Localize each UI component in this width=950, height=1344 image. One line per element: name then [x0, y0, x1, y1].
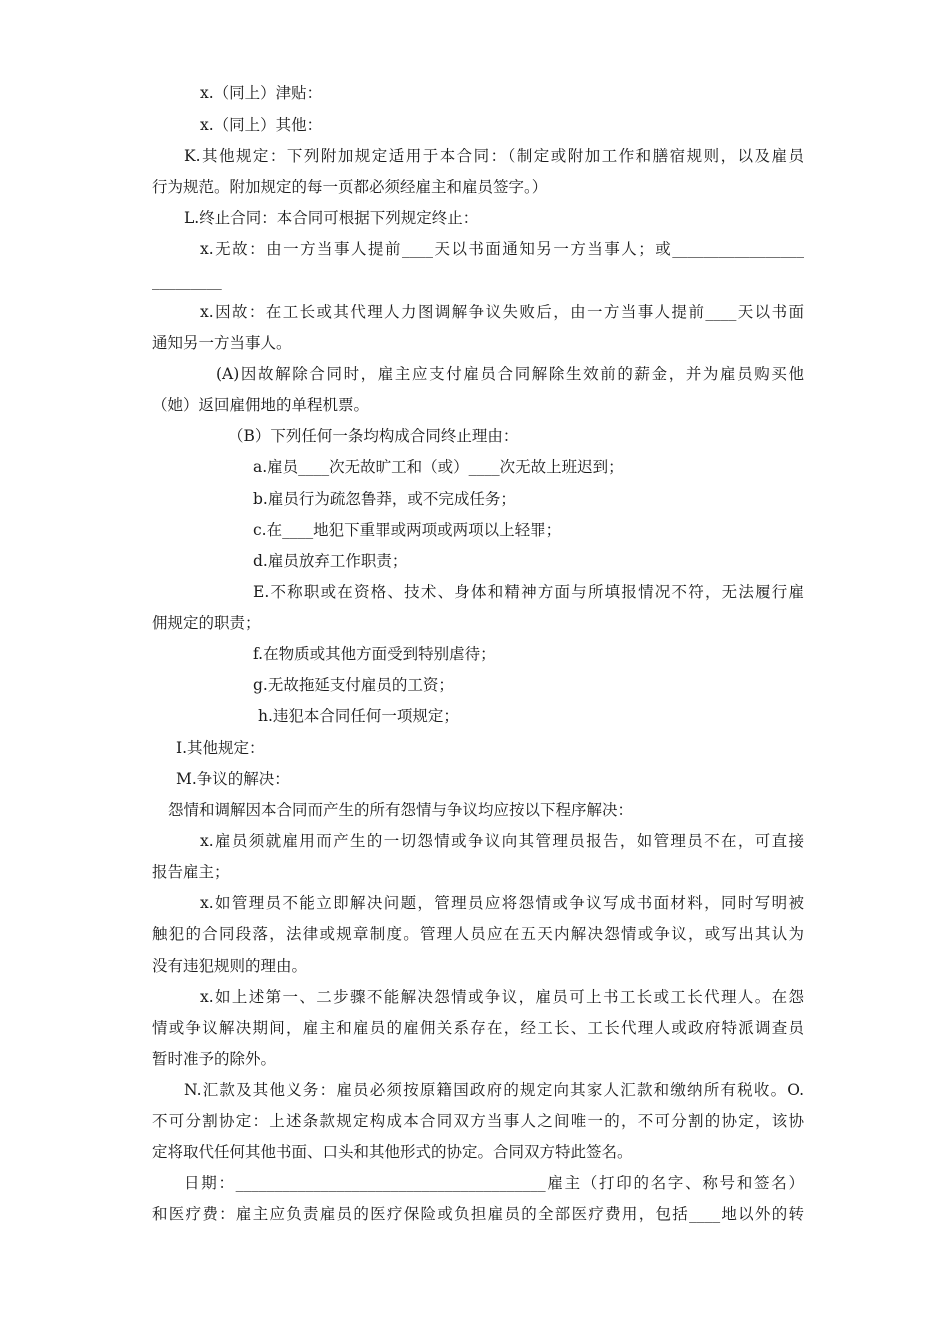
text-line: 不可分割协定：上述条款规定构成本合同双方当事人之间唯一的，不可分割的协定，该协 — [152, 1112, 804, 1130]
text-line: c.在____地犯下重罪或两项或两项以上轻罪； — [253, 521, 562, 539]
text-line: N.汇款及其他义务：雇员必须按原籍国政府的规定向其家人汇款和缴纳所有税收。O. — [184, 1081, 804, 1099]
text-line: x.（同上）津贴： — [200, 84, 323, 102]
text-line: I.其他规定： — [176, 739, 265, 757]
text-line: _________ — [152, 272, 222, 290]
text-line: b.雇员行为疏忽鲁莽，或不完成任务； — [253, 490, 516, 508]
text-line: 佣规定的职责； — [152, 614, 261, 632]
text-line: 和医疗费：雇主应负责雇员的医疗保险或负担雇员的全部医疗费用，包括____地以外的转 — [152, 1205, 804, 1223]
text-line: 定将取代任何其他书面、口头和其他形式的协定。合同双方特此签名。 — [152, 1143, 633, 1161]
text-line: 情或争议解决期间，雇主和雇员的雇佣关系存在，经工长、工长代理人或政府特派调查员 — [152, 1019, 804, 1037]
text-line: 日期：________________________________________雇主（打印的名字、称号和签名） — [184, 1174, 804, 1192]
text-line: （B）下列任何一条均构成合同终止理由： — [228, 427, 519, 445]
text-line: (A)因故解除合同时，雇主应支付雇员合同解除生效前的薪金，并为雇员购买他 — [216, 365, 804, 383]
text-line: E.不称职或在资格、技术、身体和精神方面与所填报情况不符，无法履行雇 — [253, 583, 804, 601]
text-line: M.争议的解决： — [176, 770, 290, 788]
text-line: K.其他规定：下列附加规定适用于本合同：（制定或附加工作和膳宿规则，以及雇员 — [184, 147, 804, 165]
text-line: d.雇员放弃工作职责； — [253, 552, 408, 570]
text-line: 行为规范。附加规定的每一页都必须经雇主和雇员签字。） — [152, 178, 548, 196]
text-line: x.如管理员不能立即解决问题，管理员应将怨情或争议写成书面材料，同时写明被 — [200, 894, 804, 912]
text-line: h.违犯本合同任何一项规定； — [258, 707, 459, 725]
text-line: a.雇员____次无故旷工和（或）____次无故上班迟到； — [253, 458, 624, 476]
text-line: 通知另一方当事人。 — [152, 334, 292, 352]
text-line: 怨情和调解因本合同而产生的所有怨情与争议均应按以下程序解决： — [168, 801, 634, 819]
text-line: 报告雇主； — [152, 863, 230, 881]
text-line: x.雇员须就雇用而产生的一切怨情或争议向其管理员报告，如管理员不在，可直接 — [200, 832, 804, 850]
text-line: 暂时准予的除外。 — [152, 1050, 277, 1068]
text-line: f.在物质或其他方面受到特别虐待； — [253, 645, 496, 663]
text-line: x.如上述第一、二步骤不能解决怨情或争议，雇员可上书工长或工长代理人。在怨 — [200, 988, 804, 1006]
text-line: （她）返回雇佣地的单程机票。 — [152, 396, 370, 414]
text-line: L.终止合同：本合同可根据下列规定终止： — [184, 209, 479, 227]
text-line: 触犯的合同段落，法律或规章制度。管理人员应在五天内解决怨情或争议，或写出其认为 — [152, 925, 804, 943]
text-line: x.无故：由一方当事人提前____天以书面通知另一方当事人；或_________________ — [200, 240, 804, 258]
text-line: x.因故：在工长或其代理人力图调解争议失败后，由一方当事人提前____天以书面 — [200, 303, 804, 321]
text-line: 没有违犯规则的理由。 — [152, 957, 308, 975]
text-line: x.（同上）其他： — [200, 116, 323, 134]
text-line: g.无故拖延支付雇员的工资； — [253, 676, 454, 694]
